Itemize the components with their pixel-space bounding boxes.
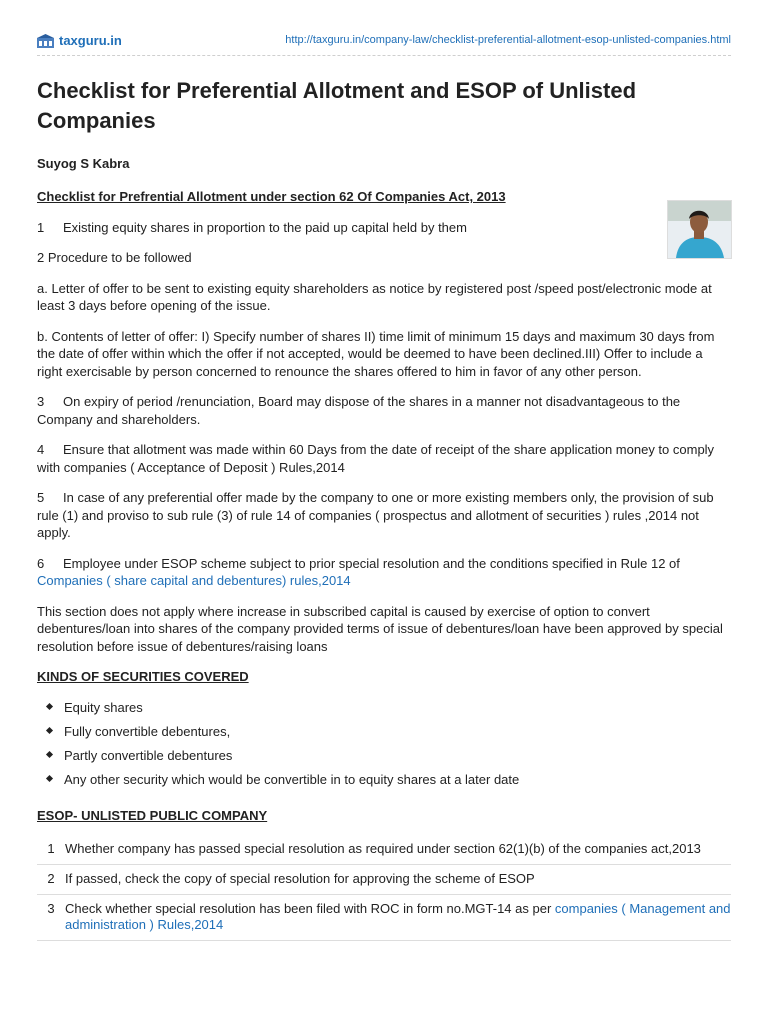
esop-checklist-table [37,835,731,941]
row-text [65,895,731,941]
item-2: 2 Procedure to be followed [37,250,192,265]
item-5-text: In case of any preferential offer made by the company to one or more existing members only, the provision of sub rule (1) and proviso to sub rule (3) of rule 14 of companies ( prospectus and allotment of securities ) rules ,2014 not apply. [37,490,714,540]
row-text [65,835,731,865]
site-name: taxguru.in [59,33,122,48]
item-1-text: Existing equity shares in proportion to the paid up capital held by them [63,219,467,235]
item-4-number: 4 [37,442,45,457]
share-capital-rules-link[interactable]: Companies ( share capital and debentures) rules,2014 [37,573,351,588]
table-row [37,895,731,941]
list-item [47,771,731,795]
item-3-number: 3 [37,394,45,409]
item-6-text: Employee under ESOP scheme subject to prior special resolution and the conditions specified in Rule 12 of [63,555,680,571]
header-divider [37,55,731,56]
row-text-content: Check whether special resolution has been filed with ROC in form no.MGT-14 as per [65,901,555,916]
esop-heading: ESOP- UNLISTED PUBLIC COMPANY [37,807,268,823]
row-text [65,865,731,895]
row-text-content: If passed, check the copy of special resolution for approving the scheme of ESOP [65,871,535,886]
item-6 [37,555,731,590]
list-item [47,747,731,771]
row-number: 1 [37,835,65,865]
item-1-number: 1 [37,219,45,235]
bullet-icon [46,750,53,757]
paragraph-a: a. Letter of offer to be sent to existing equity shareholders as notice by registered post /speed post/electronic mode at least 3 days before opening of the issue. [37,280,712,313]
management-rules-link[interactable]: companies ( Management and administration ) Rules,2014 [65,901,731,932]
bullet-icon [46,702,53,709]
page-header [37,30,731,56]
list-item-text: Fully convertible debentures, [64,723,231,739]
item-3-text: On expiry of period /renunciation, Board may dispose of the shares in a manner not disadvantageous to the Company and shareholders. [37,394,681,427]
list-item-text: Equity shares [64,699,143,715]
securities-list [37,699,731,795]
item-3 [37,393,731,428]
row-text-content: Whether company has passed special resolution as required under section 62(1)(b) of the companies act,2013 [65,841,701,856]
item-5 [37,489,731,542]
bullet-icon [46,726,53,733]
taxguru-logo-icon [37,34,54,48]
site-logo[interactable] [37,33,122,48]
list-item [47,723,731,747]
section-heading-preferential: Checklist for Prefrential Allotment under section 62 Of Companies Act, 2013 [37,189,506,204]
item-6-number: 6 [37,555,45,571]
paragraph-b: b. Contents of letter of offer: I) Specify number of shares II) time limit of minimum 15 days and maximum 30 days from the date of offer within which the offer if not accepted, would be deemed to have been declined.III) Offer to include a right exercisable by person concerned to renounce the shares offered to him in favor of any other person. [37,328,715,379]
item-1 [37,219,731,237]
item-4 [37,441,731,476]
item-4-text: Ensure that allotment was made within 60 Days from the date of receipt of the share application money to comply with companies ( Acceptance of Deposit ) Rules,2014 [37,442,715,475]
list-item [47,699,731,723]
kinds-of-securities-heading: KINDS OF SECURITIES COVERED [37,669,249,684]
list-item-text: Any other security which would be convertible in to equity shares at a later date [64,771,520,787]
article-title: Checklist for Preferential Allotment and ESOP of Unlisted Companies [37,78,637,133]
bullet-icon [46,774,53,781]
table-row [37,865,731,895]
table-row [37,835,731,865]
article-url-link[interactable]: http://taxguru.in/company-law/checklist-preferential-allotment-esop-unlisted-companies.html [285,34,731,46]
row-number: 3 [37,895,65,941]
exception-paragraph: This section does not apply where increase in subscribed capital is caused by exercise of option to convert debentures/loan into shares of the company provided terms of issue of debentures/loan have been approved by special resolution before issue of debentures/raising loans [37,603,723,654]
list-item-text: Partly convertible debentures [64,747,233,763]
article-body [37,188,731,941]
author-name: Suyog S Kabra [37,156,130,171]
row-number: 2 [37,865,65,895]
item-5-number: 5 [37,490,45,505]
